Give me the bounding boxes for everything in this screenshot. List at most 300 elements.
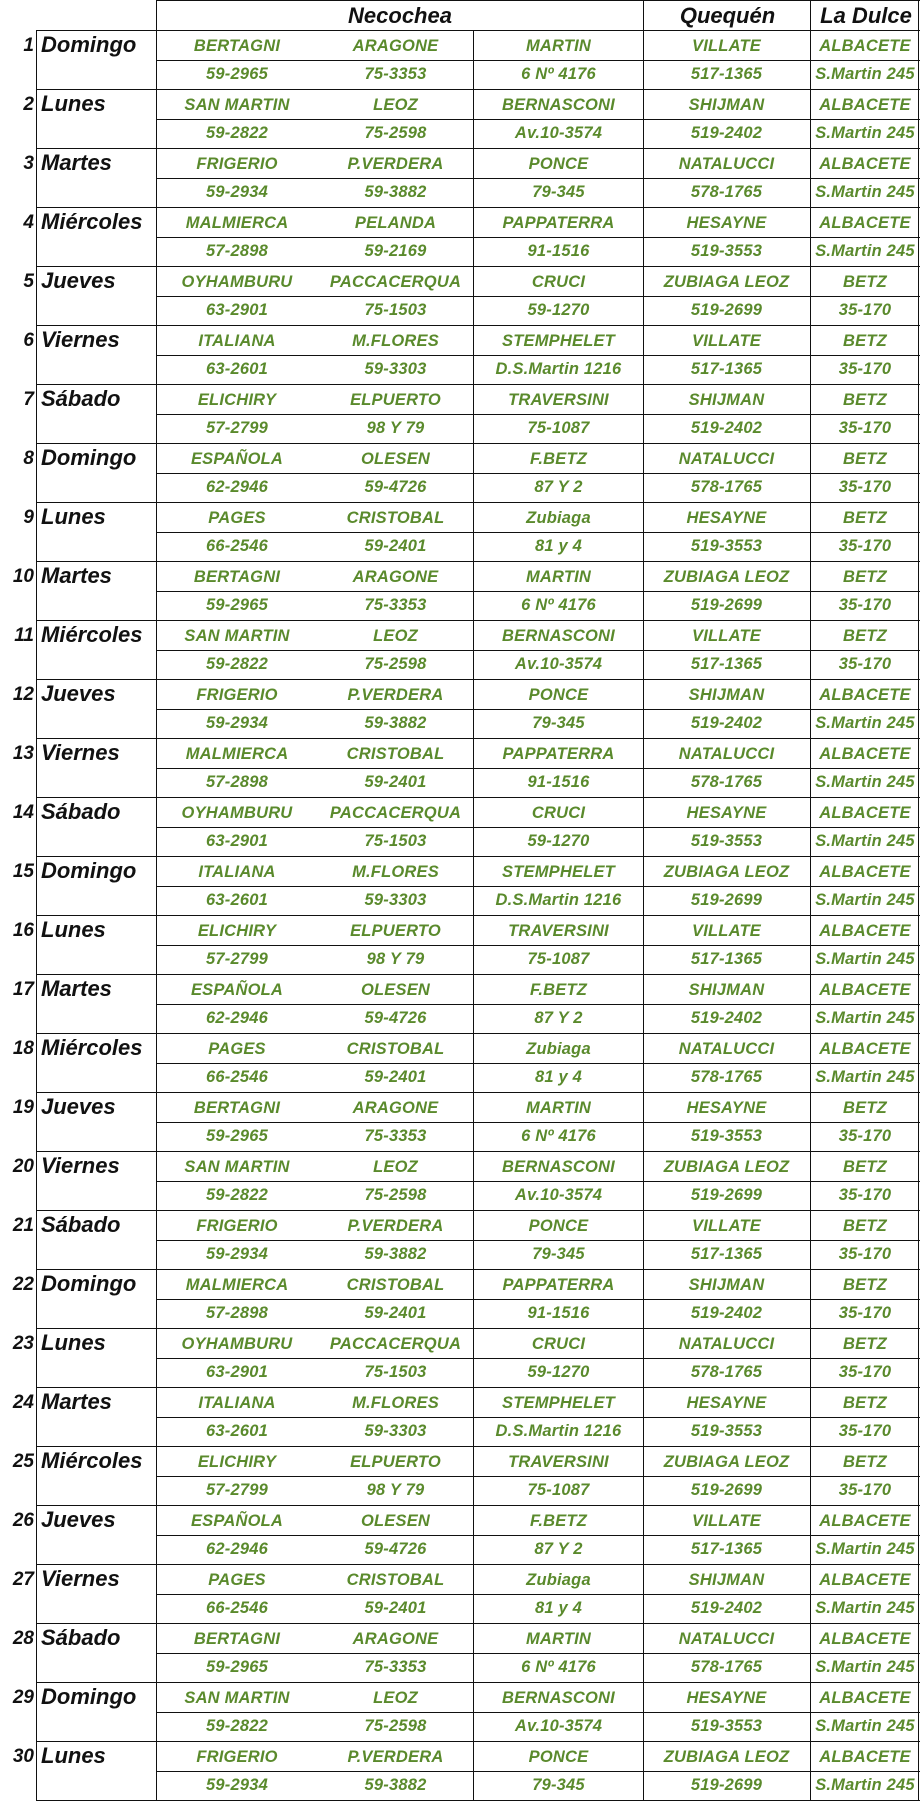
pharmacy-name: PACCACERQUA — [329, 804, 462, 822]
pharmacy-contact: 79-345 — [532, 182, 585, 201]
pharmacy-contact: 75-1503 — [364, 831, 427, 850]
pharmacy-contact: 519-3553 — [690, 831, 763, 850]
pharmacy-name: MARTIN — [525, 1630, 592, 1648]
pharmacy-contact: 63-2901 — [206, 1362, 268, 1381]
pharmacy-name: ALBACETE — [819, 37, 911, 55]
pharmacy-contact: 59-1270 — [527, 1362, 590, 1381]
pharmacy-name: PAPPATERRA — [502, 1276, 615, 1294]
col-rule-day — [156, 0, 157, 1800]
pharmacy-name: ARAGONE — [352, 1099, 439, 1117]
row-divider — [36, 1446, 920, 1447]
pharmacy-contact: S.Martin 245 — [815, 123, 915, 142]
pharmacy-name: MARTIN — [525, 37, 592, 55]
pharmacy-contact: 75-3353 — [364, 64, 427, 83]
pharmacy-contact: 519-2699 — [690, 1775, 763, 1794]
day-number: 29 — [12, 1687, 34, 1708]
pharmacy-contact: 63-2601 — [206, 890, 268, 909]
pharmacy-name: VILLATE — [692, 37, 761, 55]
pharmacy-contact: 75-2598 — [364, 654, 427, 673]
col-rule-necochea-end — [643, 0, 644, 1800]
day-number: 24 — [12, 1392, 34, 1413]
row-divider — [36, 266, 920, 267]
pharmacy-contact: S.Martin 245 — [815, 182, 915, 201]
subrow-divider — [157, 709, 920, 710]
pharmacy-contact: 578-1765 — [690, 1362, 763, 1381]
pharmacy-name: HESAYNE — [686, 214, 767, 232]
day-number: 7 — [23, 389, 34, 410]
row-divider — [36, 1151, 920, 1152]
pharmacy-contact: D.S.Martin 1216 — [495, 359, 622, 378]
pharmacy-name: PAGES — [208, 1571, 266, 1589]
pharmacy-name: PELANDA — [354, 214, 437, 232]
pharmacy-contact: 62-2946 — [206, 1008, 268, 1027]
pharmacy-contact: 35-170 — [838, 1480, 892, 1499]
pharmacy-contact: 66-2546 — [206, 536, 268, 555]
subrow-divider — [157, 532, 920, 533]
pharmacy-contact: 87 Y 2 — [534, 1539, 583, 1558]
pharmacy-name: OLESEN — [360, 450, 431, 468]
weekday: Jueves — [41, 268, 116, 293]
pharmacy-contact: 6 Nº 4176 — [521, 595, 596, 614]
pharmacy-contact: 59-2401 — [364, 536, 427, 555]
weekday: Martes — [41, 563, 112, 588]
row-divider — [36, 1564, 920, 1565]
row-divider — [36, 148, 920, 149]
pharmacy-name: ALBACETE — [819, 1571, 911, 1589]
weekday: Jueves — [41, 1094, 116, 1119]
pharmacy-contact: 79-345 — [532, 713, 585, 732]
pharmacy-name: F.BETZ — [529, 981, 588, 999]
pharmacy-contact: 57-2799 — [206, 1480, 268, 1499]
day-number: 26 — [12, 1510, 34, 1531]
col-rule-3 — [473, 30, 474, 1800]
pharmacy-name: BETZ — [843, 332, 887, 350]
pharmacy-name: ARAGONE — [352, 1630, 439, 1648]
day-number: 17 — [12, 979, 34, 1000]
pharmacy-name: BETZ — [843, 273, 887, 291]
pharmacy-contact: 578-1765 — [690, 1657, 763, 1676]
pharmacy-contact: 66-2546 — [206, 1598, 268, 1617]
weekday: Domingo — [41, 858, 137, 883]
pharmacy-contact: 35-170 — [838, 1362, 892, 1381]
pharmacy-contact: 59-2822 — [206, 1185, 268, 1204]
day-number: 11 — [14, 625, 34, 646]
weekday: Sábado — [41, 1212, 121, 1237]
subrow-divider — [157, 1004, 920, 1005]
pharmacy-name: ZUBIAGA LEOZ — [663, 273, 790, 291]
pharmacy-contact: 59-2934 — [206, 182, 268, 201]
pharmacy-contact: S.Martin 245 — [815, 890, 915, 909]
pharmacy-name: MARTIN — [525, 568, 592, 586]
weekday: Miércoles — [41, 622, 143, 647]
pharmacy-contact: 75-3353 — [364, 595, 427, 614]
row-divider — [36, 856, 920, 857]
pharmacy-name: ALBACETE — [819, 1630, 911, 1648]
weekday: Lunes — [41, 91, 106, 116]
header-bottom-rule — [36, 30, 920, 31]
pharmacy-contact: 59-4726 — [364, 477, 427, 496]
pharmacy-contact: 98 Y 79 — [366, 1480, 425, 1499]
pharmacy-contact: 35-170 — [838, 418, 892, 437]
pharmacy-name: SHIJMAN — [688, 391, 765, 409]
pharmacy-name: PACCACERQUA — [329, 1335, 462, 1353]
pharmacy-name: Zubiaga — [526, 1040, 591, 1058]
pharmacy-contact: 6 Nº 4176 — [521, 64, 596, 83]
pharmacy-contact: 81 y 4 — [534, 1598, 583, 1617]
row-divider — [36, 738, 920, 739]
pharmacy-name: BETZ — [843, 509, 887, 527]
pharmacy-contact: 59-2934 — [206, 1775, 268, 1794]
pharmacy-contact: 81 y 4 — [534, 1067, 583, 1086]
pharmacy-name: VILLATE — [692, 922, 761, 940]
pharmacy-name: CRUCI — [531, 273, 586, 291]
pharmacy-name: PONCE — [528, 686, 589, 704]
pharmacy-name: F.BETZ — [529, 450, 588, 468]
weekday: Viernes — [41, 327, 120, 352]
pharmacy-contact: Av.10-3574 — [514, 1716, 603, 1735]
pharmacy-name: P.VERDERA — [347, 1748, 444, 1766]
day-number: 6 — [23, 330, 34, 351]
pharmacy-contact: S.Martin 245 — [815, 831, 915, 850]
pharmacy-contact: 63-2601 — [206, 359, 268, 378]
weekday: Viernes — [41, 1566, 120, 1591]
pharmacy-name: PAGES — [208, 1040, 266, 1058]
subrow-divider — [157, 1712, 920, 1713]
pharmacy-name: NATALUCCI — [678, 1630, 775, 1648]
pharmacy-name: ITALIANA — [198, 1394, 276, 1412]
pharmacy-name: F.BETZ — [529, 1512, 588, 1530]
pharmacy-contact: 81 y 4 — [534, 536, 583, 555]
pharmacy-name: ALBACETE — [819, 1748, 911, 1766]
pharmacy-contact: 63-2601 — [206, 1421, 268, 1440]
pharmacy-name: ALBACETE — [819, 1689, 911, 1707]
pharmacy-name: SAN MARTIN — [184, 96, 290, 114]
weekday: Viernes — [41, 1153, 120, 1178]
header-top-rule — [157, 0, 920, 1]
pharmacy-contact: 75-2598 — [364, 123, 427, 142]
pharmacy-name: VILLATE — [692, 1217, 761, 1235]
pharmacy-contact: 91-1516 — [527, 772, 590, 791]
pharmacy-name: SHIJMAN — [688, 96, 765, 114]
pharmacy-name: OLESEN — [360, 981, 431, 999]
subrow-divider — [157, 1122, 920, 1123]
pharmacy-name: M.FLORES — [352, 863, 439, 881]
pharmacy-contact: 59-2401 — [364, 1598, 427, 1617]
pharmacy-name: PONCE — [528, 1217, 589, 1235]
pharmacy-contact: 35-170 — [838, 1185, 892, 1204]
pharmacy-name: M.FLORES — [352, 332, 439, 350]
pharmacy-name: VILLATE — [692, 1512, 761, 1530]
pharmacy-name: FRIGERIO — [196, 686, 278, 704]
pharmacy-name: ALBACETE — [819, 745, 911, 763]
pharmacy-contact: 59-1270 — [527, 300, 590, 319]
day-number: 25 — [12, 1451, 34, 1472]
pharmacy-contact: S.Martin 245 — [815, 64, 915, 83]
pharmacy-name: PAGES — [208, 509, 266, 527]
day-number: 4 — [23, 212, 34, 233]
pharmacy-name: LEOZ — [373, 627, 418, 645]
pharmacy-contact: 519-2402 — [690, 713, 763, 732]
pharmacy-name: BETZ — [843, 1158, 887, 1176]
day-number: 13 — [12, 743, 34, 764]
pharmacy-name: LEOZ — [373, 1689, 418, 1707]
subrow-divider — [157, 1535, 920, 1536]
subrow-divider — [157, 1299, 920, 1300]
day-number: 18 — [12, 1038, 34, 1059]
pharmacy-contact: 57-2898 — [206, 1303, 268, 1322]
pharmacy-contact: 517-1365 — [690, 1244, 763, 1263]
pharmacy-contact: 59-2965 — [206, 1657, 268, 1676]
pharmacy-name: VILLATE — [692, 332, 761, 350]
row-divider — [36, 502, 920, 503]
pharmacy-name: PONCE — [528, 155, 589, 173]
pharmacy-contact: 66-2546 — [206, 1067, 268, 1086]
pharmacy-name: CRUCI — [531, 1335, 586, 1353]
pharmacy-name: BETZ — [843, 1394, 887, 1412]
subrow-divider — [157, 827, 920, 828]
pharmacy-name: ARAGONE — [352, 568, 439, 586]
pharmacy-name: HESAYNE — [686, 1394, 767, 1412]
pharmacy-contact: S.Martin 245 — [815, 1598, 915, 1617]
row-divider — [36, 1269, 920, 1270]
pharmacy-contact: 519-2402 — [690, 1598, 763, 1617]
pharmacy-contact: 75-1087 — [527, 418, 590, 437]
pharmacy-name: P.VERDERA — [347, 1217, 444, 1235]
pharmacy-name: CRISTOBAL — [346, 745, 445, 763]
pharmacy-contact: 75-2598 — [364, 1716, 427, 1735]
pharmacy-contact: 57-2898 — [206, 772, 268, 791]
pharmacy-contact: D.S.Martin 1216 — [495, 890, 622, 909]
pharmacy-contact: 59-2401 — [364, 1303, 427, 1322]
pharmacy-name: STEMPHELET — [502, 863, 615, 881]
weekday: Domingo — [41, 1684, 137, 1709]
pharmacy-name: ZUBIAGA LEOZ — [663, 1453, 790, 1471]
pharmacy-contact: 517-1365 — [690, 1539, 763, 1558]
pharmacy-name: ALBACETE — [819, 981, 911, 999]
weekday: Jueves — [41, 1507, 116, 1532]
weekday: Lunes — [41, 504, 106, 529]
pharmacy-name: Zubiaga — [526, 1571, 591, 1589]
weekday: Martes — [41, 150, 112, 175]
pharmacy-name: ALBACETE — [819, 96, 911, 114]
pharmacy-name: BERTAGNI — [193, 37, 281, 55]
subrow-divider — [157, 119, 920, 120]
pharmacy-name: ESPAÑOLA — [190, 1512, 284, 1530]
pharmacy-contact: 59-3303 — [364, 1421, 427, 1440]
pharmacy-contact: 6 Nº 4176 — [521, 1126, 596, 1145]
pharmacy-contact: 517-1365 — [690, 654, 763, 673]
pharmacy-contact: 75-3353 — [364, 1657, 427, 1676]
row-divider — [36, 1505, 920, 1506]
day-number: 20 — [12, 1156, 34, 1177]
pharmacy-contact: 578-1765 — [690, 477, 763, 496]
row-divider — [36, 620, 920, 621]
pharmacy-name: NATALUCCI — [678, 155, 775, 173]
pharmacy-name: BETZ — [843, 568, 887, 586]
pharmacy-contact: 35-170 — [838, 595, 892, 614]
subrow-divider — [157, 1653, 920, 1654]
day-number: 21 — [12, 1215, 34, 1236]
weekday: Miércoles — [41, 1035, 143, 1060]
pharmacy-contact: 519-2402 — [690, 418, 763, 437]
pharmacy-contact: 87 Y 2 — [534, 1008, 583, 1027]
pharmacy-name: SAN MARTIN — [184, 627, 290, 645]
weekday: Domingo — [41, 32, 137, 57]
pharmacy-contact: S.Martin 245 — [815, 713, 915, 732]
pharmacy-contact: 79-345 — [532, 1244, 585, 1263]
pharmacy-contact: 59-2965 — [206, 595, 268, 614]
pharmacy-contact: 59-2822 — [206, 123, 268, 142]
pharmacy-name: PACCACERQUA — [329, 273, 462, 291]
pharmacy-contact: 578-1765 — [690, 1067, 763, 1086]
pharmacy-name: BERNASCONI — [502, 1158, 615, 1176]
pharmacy-name: LEOZ — [373, 1158, 418, 1176]
pharmacy-name: SHIJMAN — [688, 1571, 765, 1589]
pharmacy-contact: 59-3882 — [364, 182, 427, 201]
pharmacy-name: BETZ — [843, 450, 887, 468]
pharmacy-contact: S.Martin 245 — [815, 1716, 915, 1735]
pharmacy-name: NATALUCCI — [678, 745, 775, 763]
subrow-divider — [157, 473, 920, 474]
row-divider — [36, 1387, 920, 1388]
day-number: 28 — [12, 1628, 34, 1649]
pharmacy-name: MALMIERCA — [185, 1276, 289, 1294]
subrow-divider — [157, 1771, 920, 1772]
weekday: Lunes — [41, 917, 106, 942]
day-number: 19 — [12, 1097, 34, 1118]
col-rule-left — [36, 30, 37, 1800]
pharmacy-name: ALBACETE — [819, 804, 911, 822]
subrow-divider — [157, 1181, 920, 1182]
pharmacy-name: BERTAGNI — [193, 1099, 281, 1117]
pharmacy-contact: 6 Nº 4176 — [521, 1657, 596, 1676]
row-divider — [36, 89, 920, 90]
day-number: 23 — [12, 1333, 34, 1354]
pharmacy-name: OYHAMBURU — [181, 804, 293, 822]
pharmacy-contact: 75-2598 — [364, 1185, 427, 1204]
pharmacy-name: BERTAGNI — [193, 568, 281, 586]
pharmacy-contact: 35-170 — [838, 359, 892, 378]
subrow-divider — [157, 1476, 920, 1477]
pharmacy-name: PONCE — [528, 1748, 589, 1766]
pharmacy-name: HESAYNE — [686, 509, 767, 527]
pharmacy-name: OYHAMBURU — [181, 273, 293, 291]
pharmacy-name: CRISTOBAL — [346, 509, 445, 527]
pharmacy-contact: 35-170 — [838, 654, 892, 673]
header-quequen: Quequén — [679, 3, 776, 28]
pharmacy-contact: 519-3553 — [690, 1421, 763, 1440]
subrow-divider — [157, 355, 920, 356]
subrow-divider — [157, 591, 920, 592]
subrow-divider — [157, 768, 920, 769]
pharmacy-name: NATALUCCI — [678, 450, 775, 468]
weekday: Miércoles — [41, 209, 143, 234]
pharmacy-contact: 63-2901 — [206, 300, 268, 319]
pharmacy-contact: 59-3303 — [364, 359, 427, 378]
pharmacy-name: P.VERDERA — [347, 155, 444, 173]
pharmacy-contact: S.Martin 245 — [815, 949, 915, 968]
pharmacy-contact: 75-1503 — [364, 1362, 427, 1381]
row-divider — [36, 325, 920, 326]
pharmacy-contact: 98 Y 79 — [366, 949, 425, 968]
weekday: Martes — [41, 1389, 112, 1414]
day-number: 2 — [23, 94, 34, 115]
pharmacy-name: HESAYNE — [686, 1099, 767, 1117]
row-divider — [36, 1092, 920, 1093]
pharmacy-contact: 57-2898 — [206, 241, 268, 260]
pharmacy-name: BETZ — [843, 391, 887, 409]
row-divider — [36, 561, 920, 562]
pharmacy-name: NATALUCCI — [678, 1335, 775, 1353]
pharmacy-name: BETZ — [843, 627, 887, 645]
pharmacy-contact: 35-170 — [838, 300, 892, 319]
pharmacy-contact: 59-2934 — [206, 1244, 268, 1263]
weekday: Viernes — [41, 740, 120, 765]
row-divider — [36, 384, 920, 385]
weekday: Miércoles — [41, 1448, 143, 1473]
pharmacy-contact: 75-3353 — [364, 1126, 427, 1145]
day-number: 9 — [23, 507, 34, 528]
pharmacy-name: CRISTOBAL — [346, 1276, 445, 1294]
pharmacy-contact: 57-2799 — [206, 949, 268, 968]
pharmacy-contact: 578-1765 — [690, 772, 763, 791]
pharmacy-name: ZUBIAGA LEOZ — [663, 1748, 790, 1766]
subrow-divider — [157, 886, 920, 887]
day-number: 1 — [23, 35, 34, 56]
row-divider — [36, 1623, 920, 1624]
pharmacy-name: FRIGERIO — [196, 1217, 278, 1235]
pharmacy-contact: S.Martin 245 — [815, 772, 915, 791]
pharmacy-name: BETZ — [843, 1453, 887, 1471]
weekday: Sábado — [41, 799, 121, 824]
weekday: Sábado — [41, 1625, 121, 1650]
pharmacy-contact: 59-2822 — [206, 654, 268, 673]
pharmacy-contact: 57-2799 — [206, 418, 268, 437]
subrow-divider — [157, 237, 920, 238]
pharmacy-contact: 519-2699 — [690, 890, 763, 909]
pharmacy-contact: 517-1365 — [690, 359, 763, 378]
row-divider — [36, 207, 920, 208]
subrow-divider — [157, 296, 920, 297]
weekday: Domingo — [41, 445, 137, 470]
pharmacy-contact: 59-2965 — [206, 64, 268, 83]
pharmacy-contact: 87 Y 2 — [534, 477, 583, 496]
pharmacy-name: ELPUERTO — [350, 922, 441, 940]
pharmacy-name: MALMIERCA — [185, 214, 289, 232]
pharmacy-contact: 519-2402 — [690, 1303, 763, 1322]
pharmacy-contact: 63-2901 — [206, 831, 268, 850]
row-divider — [36, 797, 920, 798]
weekday: Jueves — [41, 681, 116, 706]
row-divider — [36, 1328, 920, 1329]
day-number: 10 — [12, 566, 34, 587]
pharmacy-contact: 35-170 — [838, 536, 892, 555]
pharmacy-contact: 35-170 — [838, 1303, 892, 1322]
subrow-divider — [157, 1358, 920, 1359]
pharmacy-contact: 59-4726 — [364, 1539, 427, 1558]
day-number: 5 — [23, 271, 34, 292]
pharmacy-contact: 59-3882 — [364, 1775, 427, 1794]
pharmacy-name: PAPPATERRA — [502, 745, 615, 763]
pharmacy-name: FRIGERIO — [196, 155, 278, 173]
pharmacy-contact: 35-170 — [838, 477, 892, 496]
pharmacy-name: CRUCI — [531, 804, 586, 822]
pharmacy-contact: 519-2699 — [690, 1480, 763, 1499]
pharmacy-contact: 59-1270 — [527, 831, 590, 850]
pharmacy-contact: 519-3553 — [690, 1716, 763, 1735]
subrow-divider — [157, 945, 920, 946]
pharmacy-contact: 62-2946 — [206, 477, 268, 496]
